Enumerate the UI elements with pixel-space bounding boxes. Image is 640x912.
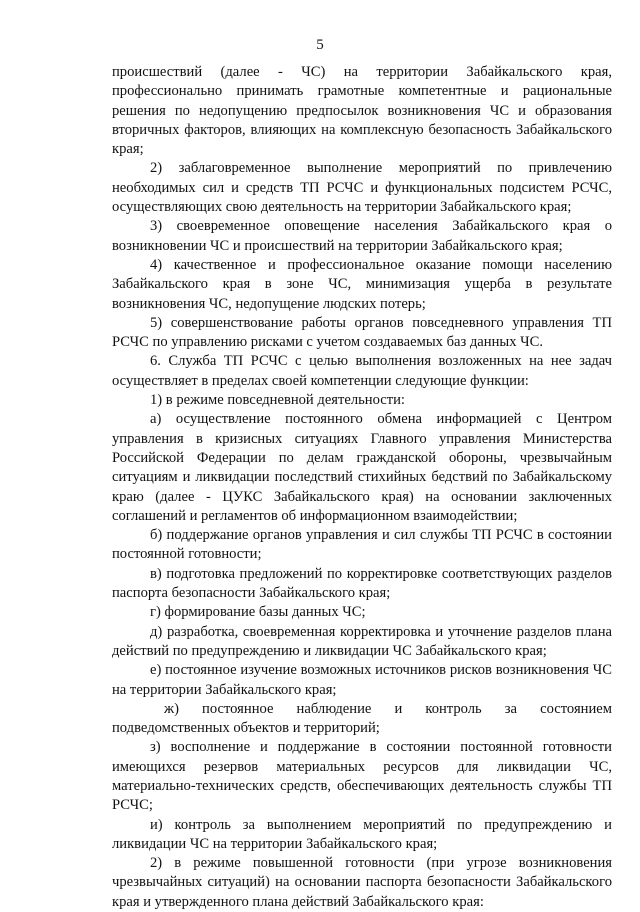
paragraph-item-5: 5) совершенствование работы органов повседневного управления ТП РСЧС по управлению рисками с учетом создаваемых баз данных ЧС. <box>112 314 612 351</box>
paragraph-sub-z: з) восполнение и поддержание в состоянии постоянной готовности имеющихся резервов материальных ресурсов для ликвидации ЧС, материально-технических средств, обеспечивающих деятельность службы ТП РСЧС; <box>112 739 612 814</box>
paragraph-mode-alert: 2) в режиме повышенной готовности (при угрозе возникновения чрезвычайных ситуаций) на основании паспорта безопасности Забайкальского края и утвержденного плана действий Забайкальского края: <box>112 855 612 910</box>
paragraph-item-4: 4) качественное и профессиональное оказание помощи населению Забайкальского края в зоне ЧС, минимизация ущерба в результате возникновения ЧС, недопущение людских потерь; <box>112 256 612 312</box>
document-body <box>112 63 612 912</box>
paragraph-sub-a: а) осуществление постоянного обмена информацией с Центром управления в кризисных ситуациях Главного управления Министерства Российской Федерации по делам гражданской обороны, чрезвычайным ситуациям и ликвидации последствий стихийных бедствий по Забайкальскому краю (далее - ЦУКС Забайкальского края) на основании заключенных соглашений и регламентов об информационном взаимодействии; <box>112 411 612 524</box>
paragraph-item-3: 3) своевременное оповещение населения Забайкальского края о возникновении ЧС и происшествий на территории Забайкальского края; <box>112 218 612 254</box>
paragraph-sub-zh: ж) постоянное наблюдение и контроль за состоянием подведомственных объектов и территорий; <box>112 700 612 737</box>
paragraph-sub-b: б) поддержание органов управления и сил службы ТП РСЧС в состоянии постоянной готовности; <box>112 527 612 563</box>
paragraph-section-6: 6. Служба ТП РСЧС с целью выполнения возложенных на нее задач осуществляет в пределах своей компетенции следующие функции: <box>112 353 612 389</box>
paragraph-item-2: 2) заблаговременное выполнение мероприятий по привлечению необходимых сил и средств ТП РСЧС и функциональных подсистем РСЧС, осуществляющих свою деятельность на территории Забайкальского края; <box>112 160 612 216</box>
paragraph-mode-daily: 1) в режиме повседневной деятельности: <box>150 392 405 409</box>
paragraph-continuation: происшествий (далее - ЧС) на территории Забайкальского края, профессионально принимать грамотные компетентные и рациональные решения по недопущению предпосылок возникновения ЧС и образования вторичных факторов, влияющих на комплексную безопасность Забайкальского края; <box>112 64 612 158</box>
paragraph-sub-d: д) разработка, своевременная корректировка и уточнение разделов плана действий по предупреждению и ликвидации ЧС Забайкальского края; <box>112 623 612 659</box>
paragraph-sub-g: г) формирование базы данных ЧС; <box>150 604 366 621</box>
page-number: 5 <box>316 37 324 53</box>
paragraph-sub-v: в) подготовка предложений по корректировке соответствующих разделов паспорта безопасности Забайкальского края; <box>112 565 612 602</box>
paragraph-sub-i: и) контроль за выполнением мероприятий по предупреждению и ликвидации ЧС на территории Забайкальского края; <box>112 816 612 852</box>
paragraph-sub-e: е) постоянное изучение возможных источников рисков возникновения ЧС на территории Забайкальского края; <box>112 662 612 698</box>
